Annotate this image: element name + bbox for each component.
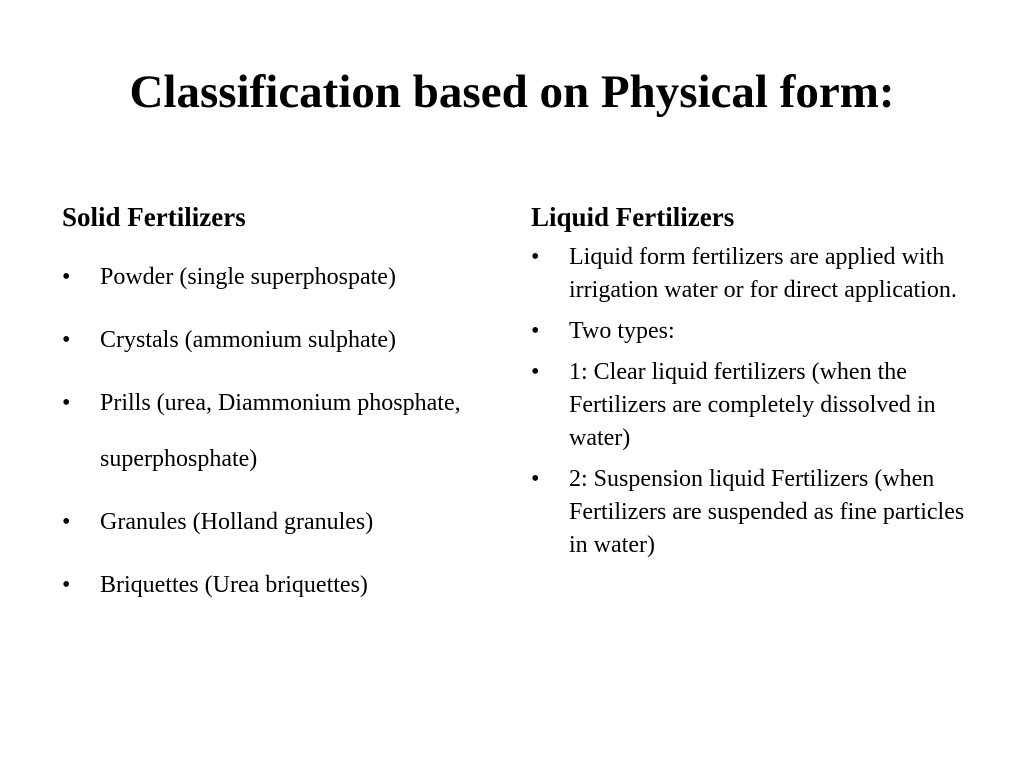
solid-fertilizers-column [62, 200, 502, 620]
list-item [62, 249, 502, 305]
list-item [531, 241, 971, 307]
list-item-text: Prills (urea, Diammonium phosphate, superphosphate) [100, 390, 461, 473]
liquid-fertilizers-heading: Liquid Fertilizers [531, 202, 735, 232]
bullet-icon: • [531, 244, 540, 271]
list-item [62, 494, 502, 550]
list-item-text: Liquid form fertilizers are applied with irrigation water or for direct application. [569, 244, 957, 304]
list-item [531, 356, 971, 455]
solid-fertilizers-list [62, 249, 502, 613]
slide-title: Classification based on Physical form: [129, 66, 895, 118]
list-item [62, 557, 502, 613]
list-item [531, 463, 971, 562]
list-item [62, 375, 502, 487]
liquid-fertilizers-list [531, 241, 971, 562]
list-item [531, 315, 971, 348]
list-item-text: Granules (Holland granules) [100, 509, 374, 536]
bullet-icon: • [62, 264, 71, 291]
list-item [62, 312, 502, 368]
liquid-fertilizers-column [531, 200, 971, 570]
bullet-icon: • [62, 327, 71, 354]
list-item-text: Powder (single superphospate) [100, 264, 396, 291]
list-item-text: 2: Suspension liquid Fertilizers (when Fertilizers are suspended as fine particles in water) [569, 466, 965, 559]
list-item-text: Two types: [569, 318, 675, 345]
solid-fertilizers-heading: Solid Fertilizers [62, 202, 246, 232]
bullet-icon: • [62, 390, 71, 417]
bullet-icon: • [62, 572, 71, 599]
bullet-icon: • [531, 466, 540, 493]
list-item-text: 1: Clear liquid fertilizers (when the Fertilizers are completely dissolved in water) [569, 359, 936, 452]
bullet-icon: • [531, 318, 540, 345]
list-item-text: Briquettes (Urea briquettes) [100, 572, 368, 599]
bullet-icon: • [62, 509, 71, 536]
bullet-icon: • [531, 359, 540, 386]
list-item-text: Crystals (ammonium sulphate) [100, 327, 396, 354]
